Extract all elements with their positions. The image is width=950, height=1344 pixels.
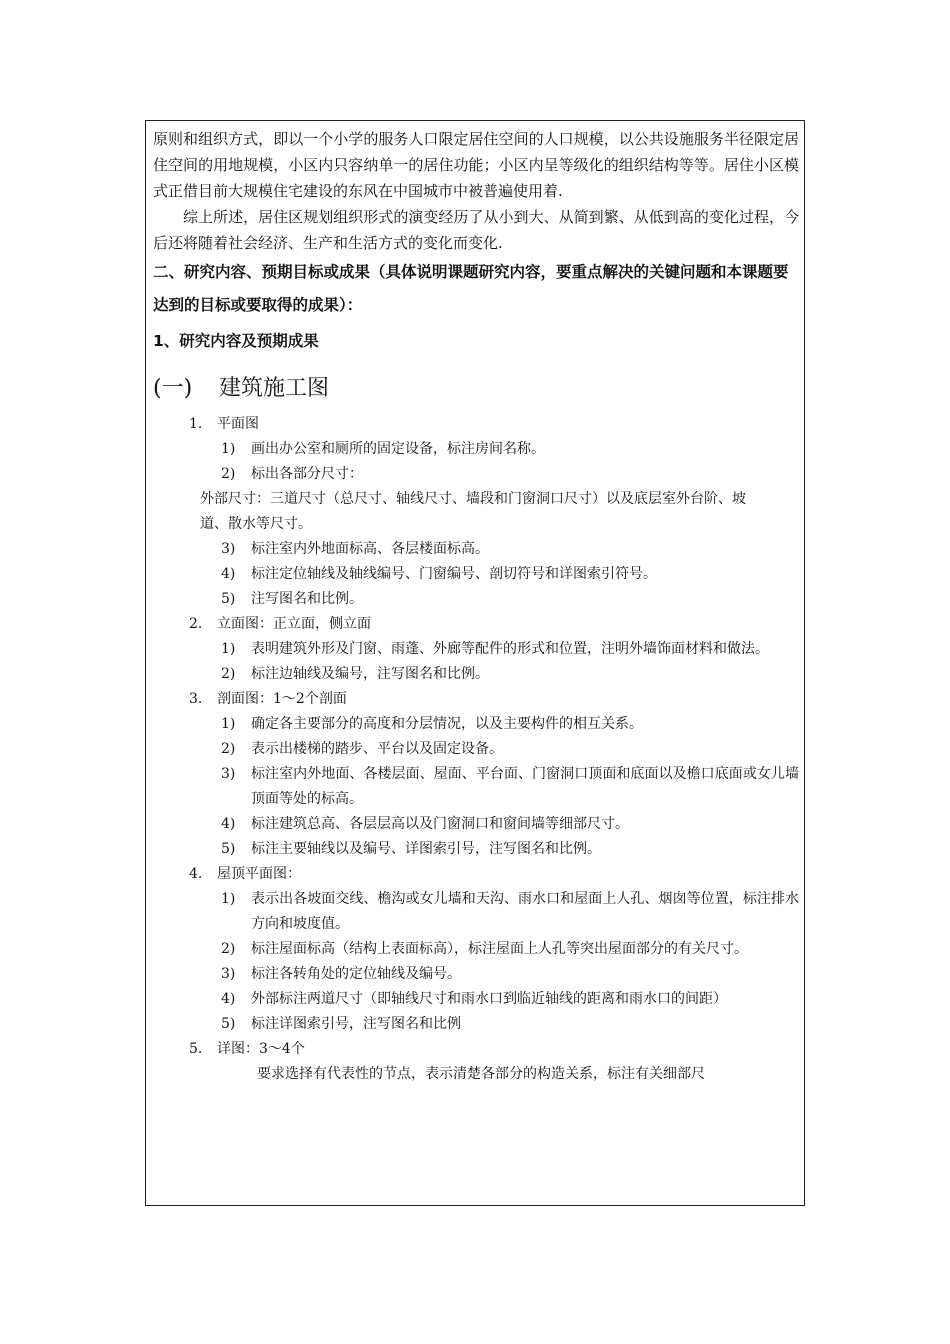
sub-item — [221, 537, 799, 562]
drawing-requirements-list — [153, 412, 799, 1087]
list-item-text: 平面图 — [217, 416, 259, 432]
list-item — [189, 412, 799, 437]
sub-item-number: 3) — [221, 766, 236, 782]
sub-item-text: 标注室内外地面、各楼层面、屋面、平台面、门窗洞口顶面和底面以及檐口底面或女儿墙顶面等处的标高。 — [251, 766, 799, 807]
sub-item-text: 标注建筑总高、各层层高以及门窗洞口和窗间墙等细部尺寸。 — [251, 816, 629, 832]
sub-item — [221, 437, 799, 462]
sub-item-number: 1) — [221, 891, 236, 907]
sub-item — [221, 637, 799, 662]
external-dimension-note: 外部尺寸：三道尺寸（总尺寸、轴线尺寸、墙段和门窗洞口尺寸）以及底层室外台阶、坡道、散水等尺寸。 — [200, 491, 746, 532]
sub-item-number: 2) — [221, 941, 236, 957]
sub-item — [221, 462, 799, 487]
sub-item-text: 标注定位轴线及轴线编号、门窗编号、剖切符号和详图索引符号。 — [251, 566, 657, 582]
intro-paragraph-2: 综上所述，居住区规划组织形式的演变经历了从小到大、从简到繁、从低到高的变化过程，今后还将随着社会经济、生产和生活方式的变化而变化. — [153, 208, 799, 252]
list-item-text: 屋顶平面图： — [217, 866, 301, 882]
part-1-heading — [153, 374, 799, 404]
sub-item-text: 注写图名和比例。 — [251, 591, 363, 607]
sub-item-number: 4) — [221, 991, 236, 1007]
sub-item — [221, 987, 799, 1012]
section-2-subtitle: 1、研究内容及预期成果 — [153, 332, 319, 350]
sub-item-number: 1) — [221, 641, 236, 657]
list-item — [189, 687, 799, 712]
sub-item-number: 5) — [221, 1016, 236, 1032]
sub-item — [221, 762, 799, 812]
list-item-text: 详图：3～4个 — [217, 1041, 305, 1057]
sub-item-text: 确定各主要部分的高度和分层情况，以及主要构件的相互关系。 — [251, 716, 643, 732]
sub-item — [221, 737, 799, 762]
list-item-text: 立面图：正立面，侧立面 — [217, 616, 371, 632]
sub-item — [221, 837, 799, 862]
document-body — [153, 126, 799, 1087]
sub-item-text: 外部标注两道尺寸（即轴线尺寸和雨水口到临近轴线的距离和雨水口的间距） — [251, 991, 727, 1007]
list-item-number: 1. — [189, 416, 203, 432]
sub-item-text: 标注边轴线及编号，注写图名和比例。 — [251, 666, 489, 682]
sub-item-number: 5) — [221, 591, 236, 607]
list-item — [189, 862, 799, 887]
part-1-title: 建筑施工图 — [219, 376, 330, 401]
list-item-number: 4. — [189, 866, 203, 882]
sub-item-text: 表明建筑外形及门窗、雨蓬、外廊等配件的形式和位置，注明外墙饰面材料和做法。 — [251, 641, 769, 657]
sub-item-number: 3) — [221, 541, 236, 557]
list-item — [189, 612, 799, 637]
part-1-number: (一) — [153, 376, 193, 401]
intro-paragraph-1: 原则和组织方式，即以一个小学的服务人口限定居住空间的人口规模，以公共设施服务半径限定居住空间的用地规模，小区内只容纳单一的居住功能；小区内呈等级化的组织结构等等。居住小区模式正借目前大规模住宅建设的东风在中国城市中被普遍使用着. — [153, 130, 799, 200]
sub-item — [221, 562, 799, 587]
section-2-title: 二、研究内容、预期目标或成果（具体说明课题研究内容，要重点解决的关键问题和本课题要达到的目标或要取得的成果）： — [153, 263, 789, 314]
sub-item-number: 2) — [221, 466, 236, 482]
detail-requirement-text: 要求选择有代表性的节点，表示清楚各部分的构造关系，标注有关细部尺 — [257, 1066, 705, 1082]
list-item-number: 3. — [189, 691, 203, 707]
sub-item — [221, 937, 799, 962]
sub-item-number: 4) — [221, 816, 236, 832]
list-item-number: 2. — [189, 616, 203, 632]
sub-item — [221, 587, 799, 612]
sub-item-number: 2) — [221, 666, 236, 682]
sub-item — [221, 812, 799, 837]
sub-item-text: 标注室内外地面标高、各层楼面标高。 — [251, 541, 489, 557]
sub-item-text: 标出各部分尺寸： — [251, 466, 363, 482]
sub-item — [221, 712, 799, 737]
sub-item-number: 1) — [221, 716, 236, 732]
sub-item-number: 4) — [221, 566, 236, 582]
sub-item — [221, 662, 799, 687]
sub-item-text: 表示出楼梯的踏步、平台以及固定设备。 — [251, 741, 503, 757]
sub-item-text: 标注主要轴线以及编号、详图索引号，注写图名和比例。 — [251, 841, 601, 857]
list-item-text: 剖面图：1～2个剖面 — [217, 691, 347, 707]
sub-item-text: 标注详图索引号，注写图名和比例 — [251, 1016, 461, 1032]
sub-item-text: 画出办公室和厕所的固定设备，标注房间名称。 — [251, 441, 545, 457]
sub-item-text: 表示出各坡面交线、檐沟或女儿墙和天沟、雨水口和屋面上人孔、烟囱等位置，标注排水方向和坡度值。 — [251, 891, 799, 932]
sub-item-text: 标注屋面标高（结构上表面标高），标注屋面上人孔等突出屋面部分的有关尺寸。 — [251, 941, 748, 957]
list-item — [189, 1037, 799, 1062]
list-item-number: 5. — [189, 1041, 203, 1057]
sub-item-number: 2) — [221, 741, 236, 757]
sub-item — [221, 962, 799, 987]
sub-item-number: 5) — [221, 841, 236, 857]
sub-item-number: 1) — [221, 441, 236, 457]
sub-item — [221, 1012, 799, 1037]
sub-item-text: 标注各转角处的定位轴线及编号。 — [251, 966, 461, 982]
sub-item-number: 3) — [221, 966, 236, 982]
sub-item — [221, 887, 799, 937]
